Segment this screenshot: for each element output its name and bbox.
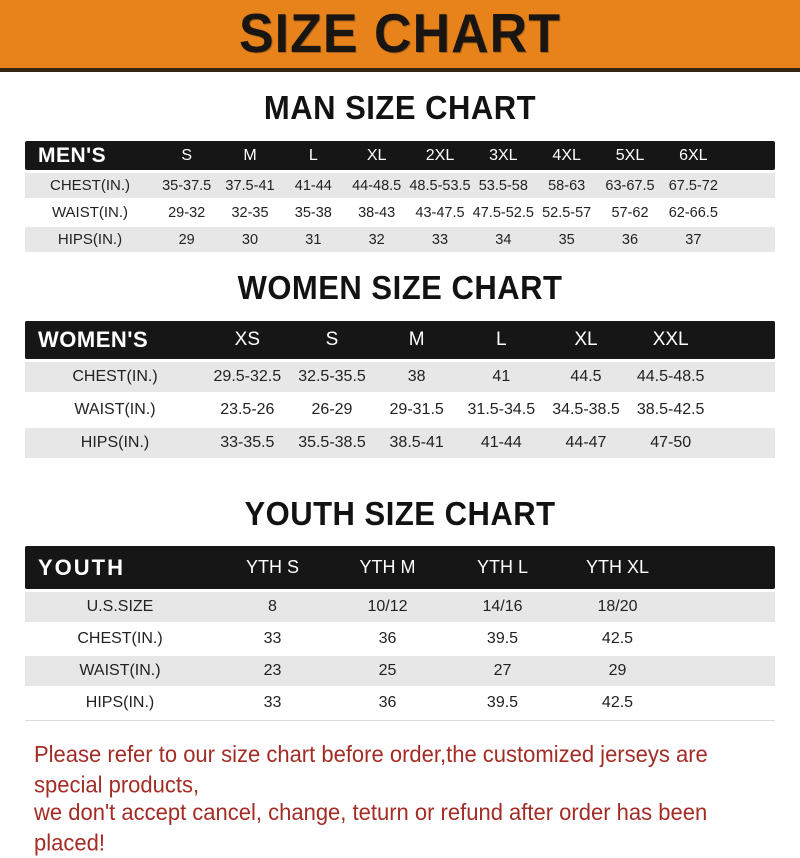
table-header-label: MEN'S xyxy=(38,143,107,167)
size-value: 57-62 xyxy=(611,204,649,221)
table-row xyxy=(25,428,775,458)
youth-section-heading: YOUTH SIZE CHART xyxy=(244,494,556,533)
size-value: 26-29 xyxy=(311,401,353,418)
size-value: 38 xyxy=(407,368,426,385)
size-value: 35-37.5 xyxy=(162,177,212,194)
size-value: 10/12 xyxy=(367,598,408,615)
size-value: 63-67.5 xyxy=(605,177,655,194)
table-header-label: WOMEN'S xyxy=(38,327,149,352)
size-value: 29 xyxy=(608,662,627,679)
size-value: 41-44 xyxy=(480,434,522,451)
size-value: 23 xyxy=(263,662,282,679)
column-header: YTH M xyxy=(359,557,416,577)
row-label: CHEST(IN.) xyxy=(77,630,163,647)
disclaimer-line-2: we don't accept cancel, change, teturn or refund after order has been placed! xyxy=(34,799,708,856)
size-value: 29-32 xyxy=(168,204,206,221)
size-value: 36 xyxy=(378,694,397,711)
size-value: 37 xyxy=(685,231,702,248)
size-value: 52.5-57 xyxy=(542,204,592,221)
row-label: CHEST(IN.) xyxy=(72,368,158,385)
table-row xyxy=(25,592,775,622)
row-label: HIPS(IN.) xyxy=(57,231,123,248)
banner-title: SIZE CHART xyxy=(239,3,561,65)
column-header: 3XL xyxy=(489,146,518,164)
size-value: 53.5-58 xyxy=(478,177,528,194)
youth-size-section xyxy=(0,496,800,721)
size-value: 33-35.5 xyxy=(220,434,275,451)
table-row xyxy=(25,395,775,425)
size-value: 18/20 xyxy=(597,598,638,615)
size-value: 38.5-41 xyxy=(389,434,444,451)
size-value: 67.5-72 xyxy=(668,177,718,194)
size-value: 39.5 xyxy=(486,630,519,647)
size-value: 42.5 xyxy=(601,630,634,647)
column-header: 5XL xyxy=(615,146,645,164)
row-label: HIPS(IN.) xyxy=(80,434,150,451)
size-value: 35.5-38.5 xyxy=(298,434,366,451)
size-value: 32-35 xyxy=(231,204,269,221)
column-header: M xyxy=(408,329,425,350)
size-value: 38.5-42.5 xyxy=(636,401,705,418)
size-value: 25 xyxy=(378,662,397,679)
size-value: 42.5 xyxy=(601,694,634,711)
column-header: L xyxy=(496,329,507,350)
column-header: YTH XL xyxy=(585,557,650,577)
size-value: 33 xyxy=(263,630,282,647)
size-value: 36 xyxy=(378,630,397,647)
size-value: 48.5-53.5 xyxy=(409,177,471,194)
size-value: 58-63 xyxy=(548,177,586,194)
column-header: 4XL xyxy=(552,146,581,164)
size-value: 35 xyxy=(558,231,575,248)
table-row xyxy=(25,200,775,225)
column-header: 2XL xyxy=(425,146,455,164)
table-header-row xyxy=(25,141,775,170)
men-section-heading: MAN SIZE CHART xyxy=(263,88,537,127)
column-header: XXL xyxy=(652,329,689,350)
column-header: XS xyxy=(234,329,260,350)
column-header: S xyxy=(325,329,339,350)
size-value: 34 xyxy=(495,231,512,248)
size-value: 41 xyxy=(492,368,511,385)
row-label: WAIST(IN.) xyxy=(79,662,161,679)
size-value: 33 xyxy=(263,694,282,711)
size-value: 44.5 xyxy=(570,368,602,385)
banner xyxy=(0,0,800,72)
size-value: 34.5-38.5 xyxy=(552,401,620,418)
size-value: 62-66.5 xyxy=(668,204,718,221)
men-size-table xyxy=(25,141,775,252)
size-value: 32.5-35.5 xyxy=(298,368,366,385)
size-value: 31 xyxy=(305,231,322,248)
row-label: WAIST(IN.) xyxy=(74,401,156,418)
table-header-row xyxy=(25,321,775,359)
size-value: 47.5-52.5 xyxy=(472,204,534,221)
size-value: 38-43 xyxy=(358,204,396,221)
size-value: 37.5-41 xyxy=(225,177,275,194)
column-header: S xyxy=(181,146,192,164)
size-value: 29.5-32.5 xyxy=(213,368,282,385)
column-header: YTH L xyxy=(476,557,528,577)
disclaimer xyxy=(34,739,780,855)
size-value: 32 xyxy=(368,231,385,248)
size-value: 27 xyxy=(493,662,512,679)
size-value: 47-50 xyxy=(650,434,692,451)
table-row xyxy=(25,688,775,718)
size-value: 41-44 xyxy=(294,177,332,194)
table-header-row xyxy=(25,546,775,589)
size-value: 8 xyxy=(268,598,277,615)
size-value: 36 xyxy=(621,231,639,248)
column-header: YTH S xyxy=(245,557,299,577)
size-value: 43-47.5 xyxy=(415,204,465,221)
table-row xyxy=(25,227,775,252)
youth-size-table xyxy=(25,546,775,721)
size-value: 33 xyxy=(431,231,449,248)
size-value: 44.5-48.5 xyxy=(636,368,705,385)
column-header: L xyxy=(308,146,318,164)
column-header: 6XL xyxy=(679,146,708,164)
row-label: U.S.SIZE xyxy=(86,598,154,615)
size-value: 39.5 xyxy=(486,694,519,711)
table-row xyxy=(25,362,775,392)
column-header: XL xyxy=(366,146,387,164)
disclaimer-line-1: Please refer to our size chart before order,the customized jerseys are special products, xyxy=(34,741,708,798)
women-section-heading: WOMEN SIZE CHART xyxy=(237,268,563,307)
row-label: CHEST(IN.) xyxy=(50,177,130,194)
men-size-section xyxy=(0,90,800,252)
size-value: 29 xyxy=(178,231,195,248)
column-header: M xyxy=(243,146,257,164)
women-size-table xyxy=(25,321,775,458)
size-value: 44-48.5 xyxy=(352,177,402,194)
women-size-section xyxy=(0,270,800,458)
row-label: WAIST(IN.) xyxy=(51,204,129,221)
column-header: XL xyxy=(574,329,598,350)
size-value: 29-31.5 xyxy=(389,401,444,418)
size-value: 44-47 xyxy=(565,434,607,451)
table-header-label: YOUTH xyxy=(38,554,125,580)
table-row xyxy=(25,624,775,654)
size-value: 35-38 xyxy=(294,204,332,221)
size-value: 30 xyxy=(241,231,259,248)
table-row xyxy=(25,656,775,686)
size-value: 14/16 xyxy=(482,598,523,615)
table-row xyxy=(25,173,775,198)
size-value: 23.5-26 xyxy=(220,401,275,418)
row-label: HIPS(IN.) xyxy=(85,694,155,711)
size-value: 31.5-34.5 xyxy=(467,401,536,418)
